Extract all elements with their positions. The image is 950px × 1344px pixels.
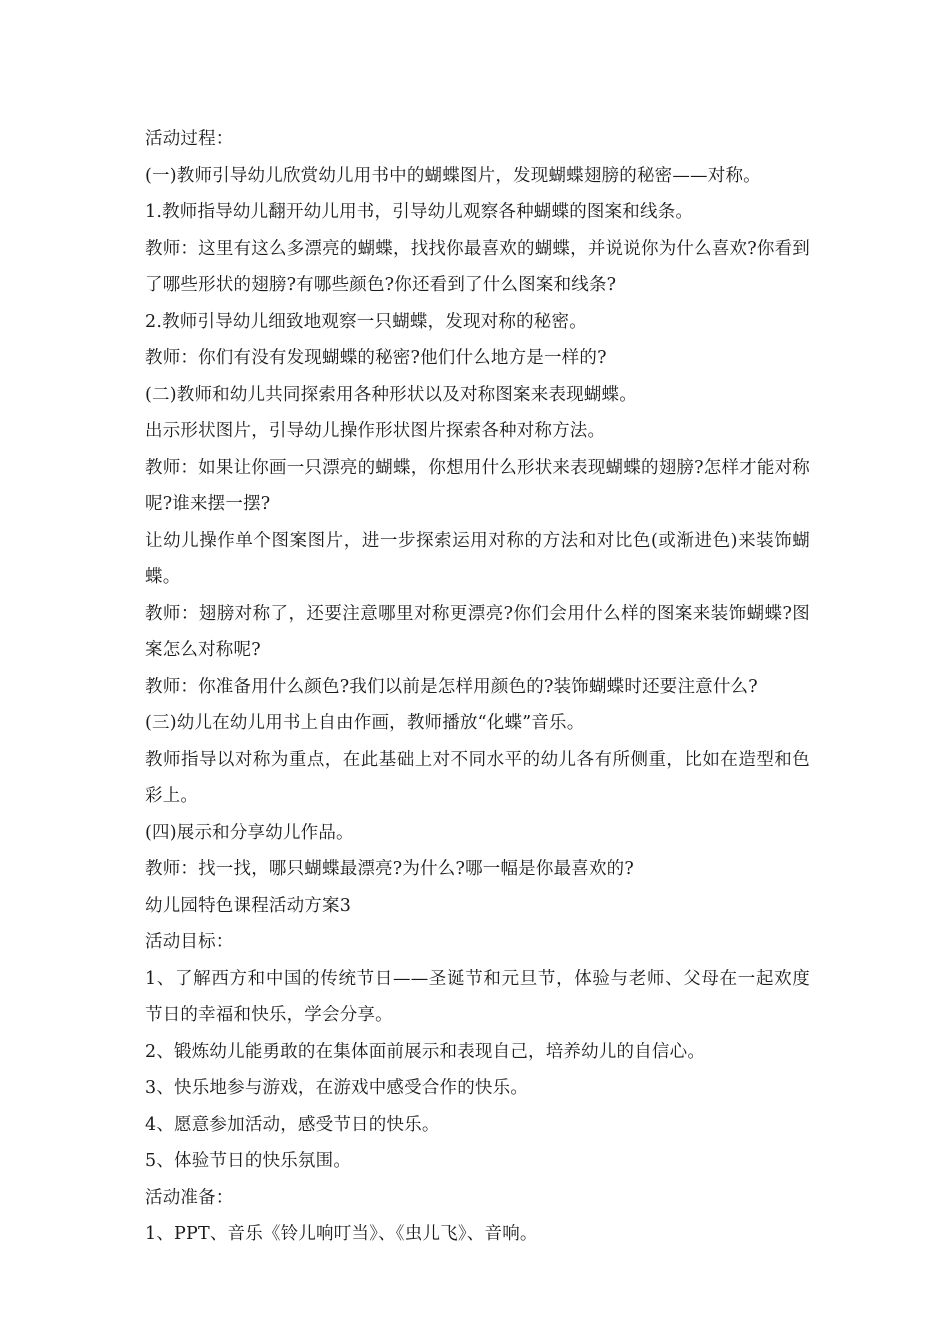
document-body (145, 121, 810, 1253)
paragraph-step-two: (二)教师和幼儿共同探索用各种形状以及对称图案来表现蝴蝶。 (145, 384, 637, 405)
paragraph-teacher-guidance: 教师指导以对称为重点，在此基础上对不同水平的幼儿各有所侧重，比如在造型和色彩上。 (145, 749, 810, 806)
list-item-goal-3: 3、快乐地参与游戏，在游戏中感受合作的快乐。 (145, 1078, 529, 1098)
paragraph-teacher-question-1: 教师：这里有这么多漂亮的蝴蝶，找找你最喜欢的蝴蝶，并说说你为什么喜欢?你看到了哪些形状的翅膀?有哪些颜色?你还看到了什么图案和线条? (145, 238, 810, 295)
paragraph-teacher-question-6: 教师：找一找，哪只蝴蝶最漂亮?为什么?哪一幅是你最喜欢的? (145, 859, 634, 879)
list-item-goal-4: 4、愿意参加活动，感受节日的快乐。 (145, 1114, 440, 1135)
paragraph-show-shapes: 出示形状图片，引导幼儿操作形状图片探索各种对称方法。 (145, 421, 606, 441)
paragraph-teacher-question-4: 教师：翅膀对称了，还要注意哪里对称更漂亮?你们会用什么样的图案来装饰蝴蝶?图案怎么对称呢? (145, 603, 810, 660)
paragraph-preparation-heading: 活动准备： (145, 1187, 234, 1208)
paragraph-teacher-question-5: 教师：你准备用什么颜色?我们以前是怎样用颜色的?装饰蝴蝶时还要注意什么? (145, 676, 758, 697)
list-item-preparation-1: 1、PPT、音乐《铃儿响叮当》、《虫儿飞》、音响。 (145, 1224, 538, 1244)
paragraph-teacher-question-2: 教师：你们有没有发现蝴蝶的秘密?他们什么地方是一样的? (145, 348, 607, 368)
list-item-goal-1: 1、了解西方和中国的传统节日——圣诞节和元旦节，体验与老师、父母在一起欢度节日的幸福和快乐，学会分享。 (145, 968, 810, 1025)
list-item-goal-2: 2、锻炼幼儿能勇敢的在集体面前展示和表现自己，培养幼儿的自信心。 (145, 1041, 706, 1062)
list-item-goal-5: 5、体验节日的快乐氛围。 (145, 1151, 352, 1171)
paragraph-step-one: (一)教师引导幼儿欣赏幼儿用书中的蝴蝶图片，发现蝴蝶翅膀的秘密——对称。 (145, 165, 761, 186)
paragraph-process-heading: 活动过程： (145, 129, 234, 149)
paragraph-teacher-question-3: 教师：如果让你画一只漂亮的蝴蝶，你想用什么形状来表现蝴蝶的翅膀?怎样才能对称呢?谁来摆一摆? (145, 457, 810, 514)
paragraph-step-one-2: 2.教师引导幼儿细致地观察一只蝴蝶，发现对称的秘密。 (145, 311, 587, 332)
paragraph-step-one-1: 1.教师指导幼儿翻开幼儿用书，引导幼儿观察各种蝴蝶的图案和线条。 (145, 202, 694, 222)
paragraph-goals-heading: 活动目标： (145, 932, 234, 952)
paragraph-step-three: (三)幼儿在幼儿用书上自由作画，教师播放“化蝶”音乐。 (145, 713, 585, 733)
paragraph-child-operation: 让幼儿操作单个图案图片，进一步探索运用对称的方法和对比色(或渐进色)来装饰蝴蝶。 (145, 530, 810, 587)
paragraph-step-four: (四)展示和分享幼儿作品。 (145, 822, 354, 843)
section-title-plan-3: 幼儿园特色课程活动方案3 (145, 895, 352, 916)
